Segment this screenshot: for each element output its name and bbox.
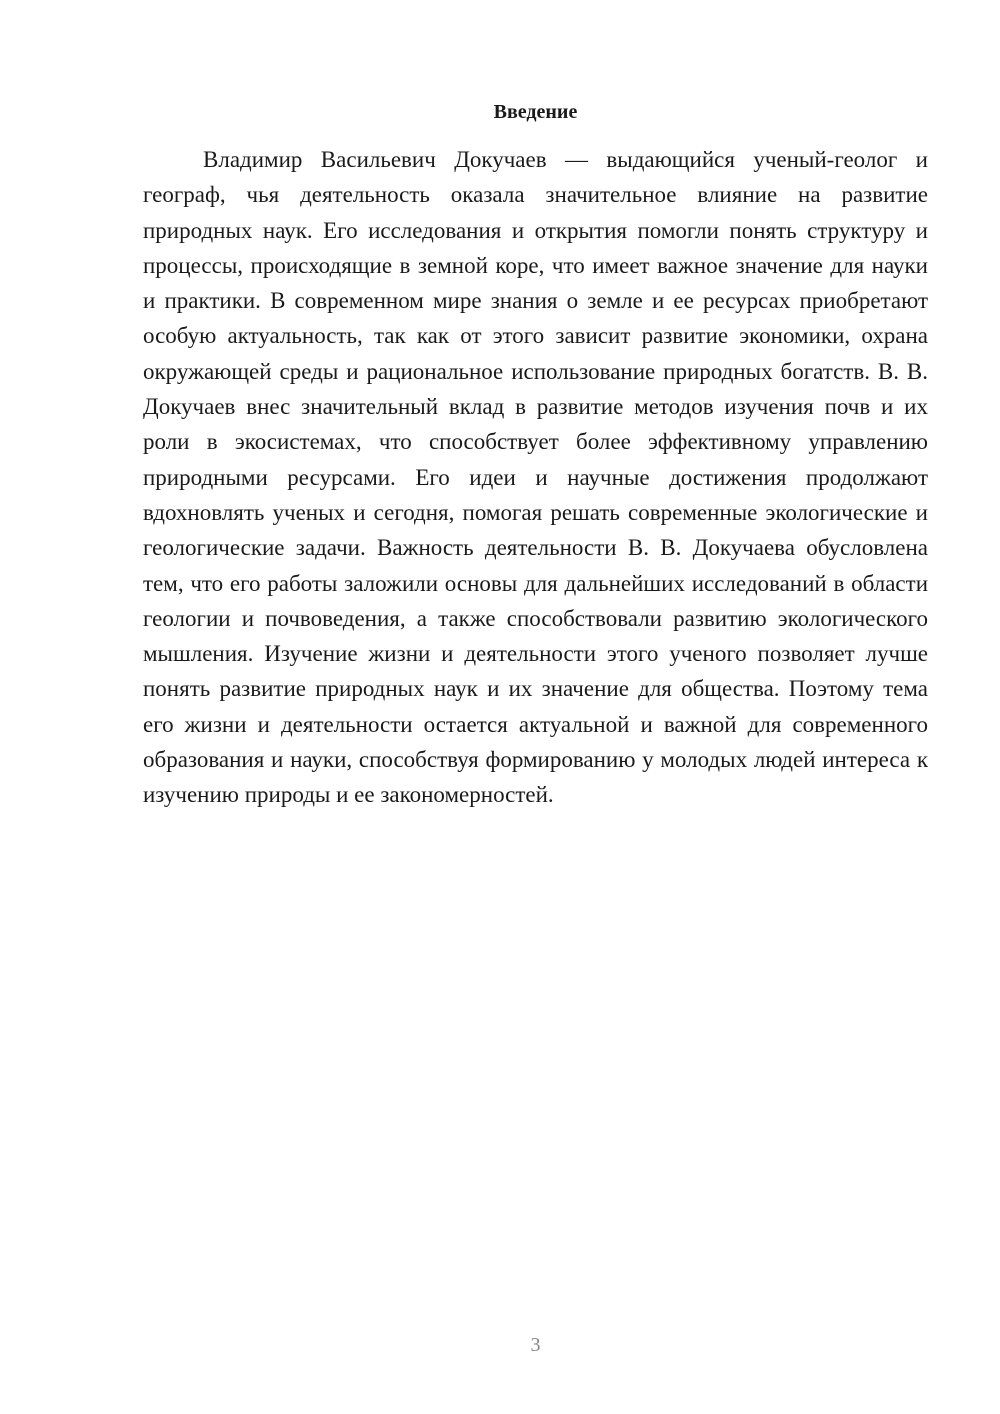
page-number: 3 — [530, 1334, 541, 1356]
section-heading: Введение — [493, 101, 578, 123]
body-paragraph: Владимир Васильевич Докучаев — выдающийся ученый-геолог и географ, чья деятельность оказала значительное влияние на развитие природных наук. Его исследования и открытия помогли понять структуру и процессы, происходящие в земной коре, что имеет важное значение для науки и практики. В современном мире знания о земле и ее ресурсах приобретают особую актуальность, так как от этого зависит развитие экономики, охрана окружающей среды и рациональное использование природных богатств. В. В. Докучаев внес значительный вклад в развитие методов изучения почв и их роли в экосистемах, что способствует более эффективному управлению природными ресурсами. Его идеи и научные достижения продолжают вдохновлять ученых и сегодня, помогая решать современные экологические и геологические задачи. Важность деятельности В. В. Докучаева обусловлена тем, что его работы заложили основы для дальнейших исследований в области геологии и почвоведения, а также способствовали развитию экологического мышления. Изучение жизни и деятельности этого ученого позволяет лучше понять развитие природных наук и их значение для общества. Поэтому тема его жизни и деятельности остается актуальной и важной для современного образования и науки, способствуя формированию у молодых людей интереса к изучению природы и ее закономерностей. — [143, 147, 928, 808]
